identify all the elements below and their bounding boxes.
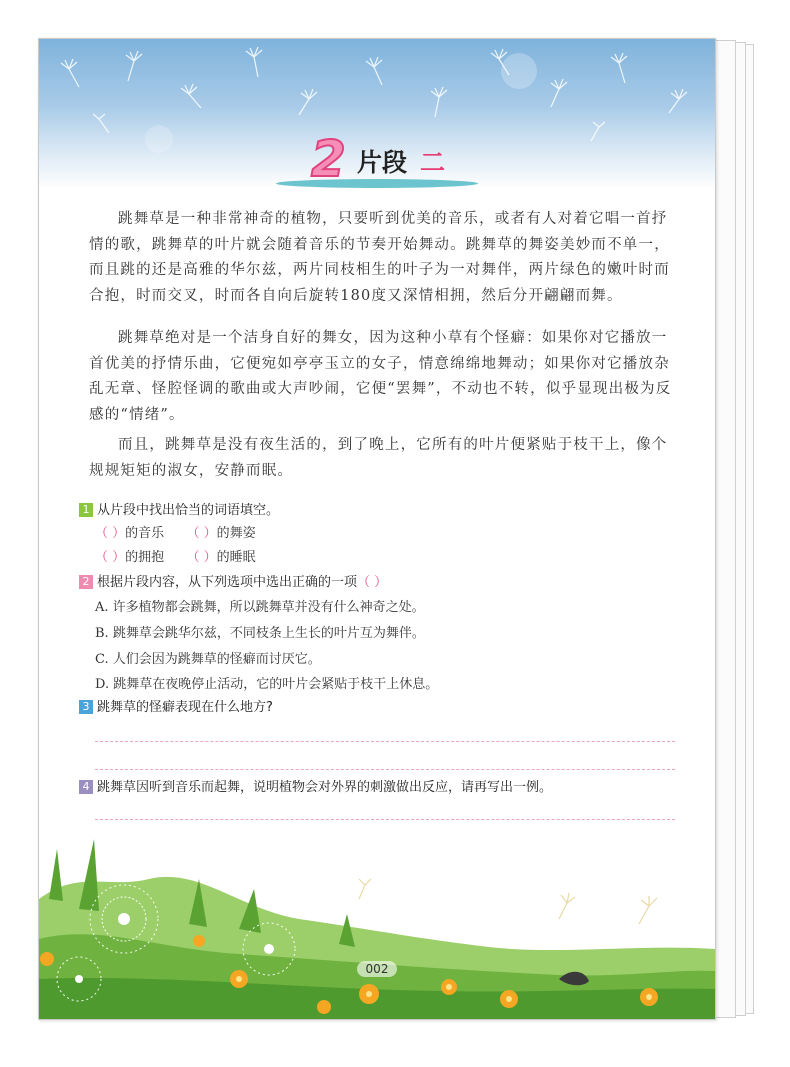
title-underline bbox=[276, 179, 478, 188]
book-page bbox=[38, 38, 716, 1020]
q2-option-d[interactable]: D. 跳舞草在夜晚停止活动，它的叶片会紧贴于枝干上休息。 bbox=[95, 677, 439, 692]
q3-answer-line-2[interactable] bbox=[95, 769, 675, 770]
q2-option-a[interactable]: A. 许多植物都会跳舞，所以跳舞草并没有什么神奇之处。 bbox=[95, 600, 425, 615]
q1-blank-1[interactable]: （ ） bbox=[95, 526, 126, 541]
q1-blank-1-label: 的音乐 bbox=[125, 526, 165, 541]
question-4-text: 跳舞草因听到音乐而起舞，说明植物会对外界的刺激做出反应，请再写出一例。 bbox=[97, 780, 553, 795]
page-number: 002 bbox=[357, 961, 397, 977]
q1-blank-row-2 bbox=[95, 549, 256, 567]
q3-answer-line-1[interactable] bbox=[95, 741, 675, 742]
q1-blank-4[interactable]: （ ） bbox=[186, 550, 217, 565]
question-4 bbox=[79, 779, 552, 797]
lesson-title-suffix: 二 bbox=[420, 148, 446, 177]
q1-blank-3[interactable]: （ ） bbox=[95, 550, 126, 565]
q2-option-b[interactable]: B. 跳舞草会跳华尔兹，不同枝条上生长的叶片互为舞伴。 bbox=[95, 626, 425, 641]
question-2-number: 2 bbox=[79, 575, 93, 589]
q1-blank-4-label: 的睡眠 bbox=[216, 550, 256, 565]
question-3-text: 跳舞草的怪癖表现在什么地方? bbox=[97, 700, 273, 715]
q4-answer-line[interactable] bbox=[95, 819, 675, 820]
question-1-text: 从片段中找出恰当的词语填空。 bbox=[97, 503, 280, 518]
lesson-title: 片段 bbox=[357, 148, 408, 177]
question-1 bbox=[79, 502, 279, 520]
meadow-illustration bbox=[39, 829, 715, 1019]
question-1-number: 1 bbox=[79, 503, 93, 517]
q1-blank-2[interactable]: （ ） bbox=[186, 526, 217, 541]
q1-blank-row-1 bbox=[95, 525, 256, 543]
q2-answer-blank[interactable]: （ ） bbox=[357, 575, 388, 590]
question-4-number: 4 bbox=[79, 780, 93, 794]
q1-blank-2-label: 的舞姿 bbox=[216, 526, 256, 541]
question-3 bbox=[79, 699, 273, 717]
question-2 bbox=[79, 574, 387, 592]
passage-paragraph-2: 跳舞草绝对是一个洁身自好的舞女，因为这种小草有个怪癖：如果你对它播放一首优美的抒情乐曲，它便宛如亭亭玉立的女子，情意绵绵地舞动；如果你对它播放杂乱无章、怪腔怪调的歌曲或大声吵闹，它便“罢舞”，不动也不转，似乎显现出极为反感的“情绪”。 bbox=[89, 330, 672, 423]
grass-and-flowers-decoration bbox=[39, 829, 715, 1019]
question-3-number: 3 bbox=[79, 700, 93, 714]
lesson-number: 2 bbox=[311, 130, 346, 188]
passage-paragraph-3: 而且，跳舞草是没有夜生活的，到了晚上，它所有的叶片便紧贴于枝干上，像个规规矩矩的淑女，安静而眠。 bbox=[89, 437, 668, 479]
q1-blank-3-label: 的拥抱 bbox=[125, 550, 165, 565]
question-2-text: 根据片段内容，从下列选项中选出正确的一项 bbox=[97, 575, 358, 590]
passage-paragraph-1: 跳舞草是一种非常神奇的植物，只要听到优美的音乐，或者有人对着它唱一首抒情的歌，跳舞草的叶片就会随着音乐的节奏开始舞动。跳舞草的舞姿美妙而不单一，而且跳的还是高雅的华尔兹，两片同枝相生的叶子为一对舞伴，两片绿色的嫩叶时而合抱，时而交叉，时而各自向后旋转180度又深情相拥，然后分开翩翩而舞。 bbox=[89, 211, 670, 304]
q2-option-c[interactable]: C. 人们会因为跳舞草的怪癖而讨厌它。 bbox=[95, 652, 321, 667]
